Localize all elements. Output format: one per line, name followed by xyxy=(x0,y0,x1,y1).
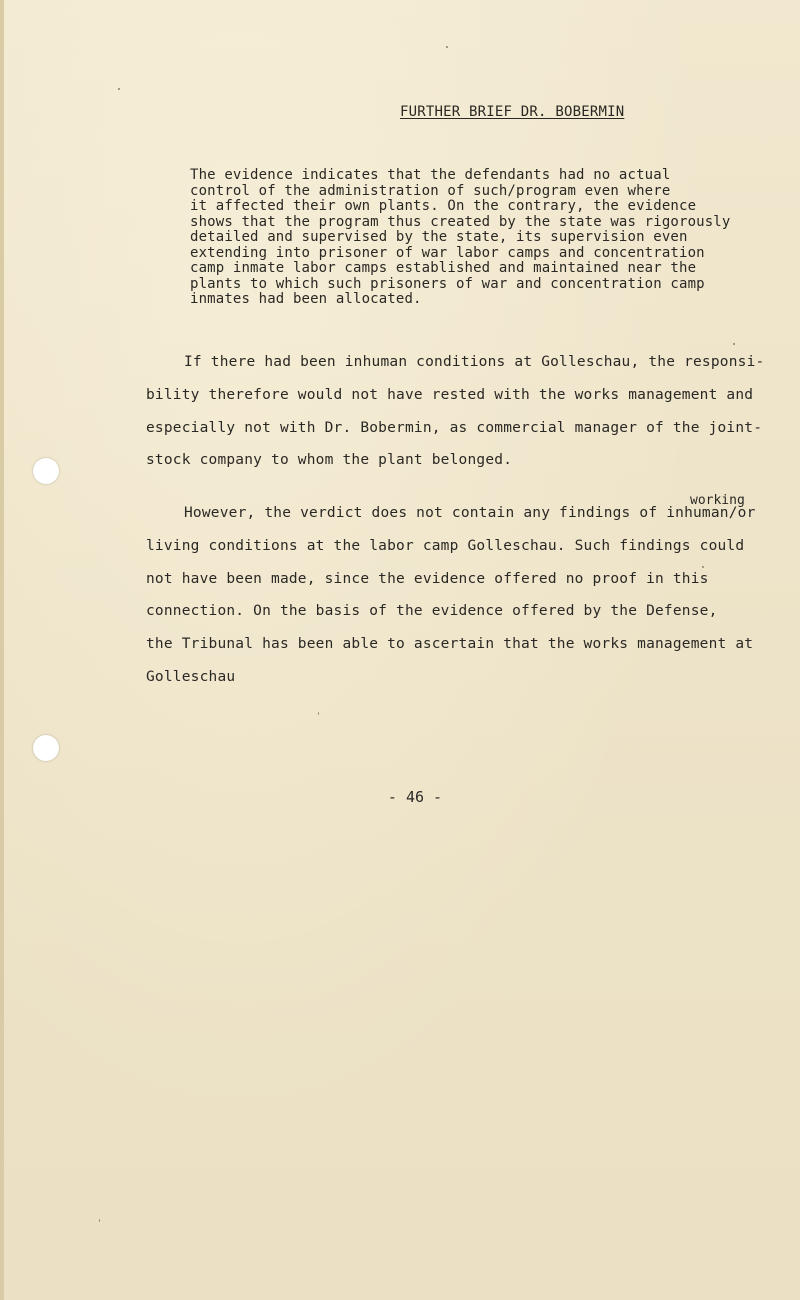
paragraph-line: If there had been inhuman conditions at Golleschau, the responsi- xyxy=(184,354,765,370)
page-header: FURTHER BRIEF DR. BOBERMIN xyxy=(400,104,625,120)
paper-speck xyxy=(99,1219,100,1222)
paragraph-line: living conditions at the labor camp Golleschau. Such findings could xyxy=(146,537,745,554)
quote-line: plants to which such prisoners of war and concentration camp xyxy=(190,275,705,292)
paragraph-line: stock company to whom the plant belonged. xyxy=(146,452,513,469)
paper-speck xyxy=(733,343,735,345)
paragraph-responsibility xyxy=(146,346,765,477)
quote-line: extending into prisoner of war labor camps and concentration xyxy=(190,244,705,261)
paper-speck xyxy=(446,46,448,48)
quote-line: it affected their own plants. On the contrary, the evidence xyxy=(190,198,697,214)
paragraph-line: the Tribunal has been able to ascertain that the works management at xyxy=(146,636,754,653)
paper-speck xyxy=(318,712,319,715)
paper-speck xyxy=(702,566,704,568)
page-number: - 46 - xyxy=(387,788,443,806)
quote-line: camp inmate labor camps established and maintained near the xyxy=(190,260,697,276)
page-left-edge xyxy=(0,0,4,1300)
quote-line: inmates had been allocated. xyxy=(190,291,422,307)
paragraph-line: Golleschau xyxy=(146,668,236,685)
quote-line: The evidence indicates that the defendants had no actual xyxy=(190,167,671,183)
quote-line: control of the administration of such/program even where xyxy=(190,182,671,199)
punch-hole-lower xyxy=(33,735,59,761)
punch-hole-upper xyxy=(33,458,59,484)
paragraph-line: especially not with Dr. Bobermin, as commercial manager of the joint- xyxy=(146,419,763,436)
quote-line: detailed and supervised by the state, its supervision even xyxy=(190,229,688,245)
paragraph-line: not have been made, since the evidence offered no proof in this xyxy=(146,570,709,587)
quoted-passage xyxy=(190,168,735,308)
quote-line: shows that the program thus created by the state was rigorously xyxy=(190,213,731,230)
paragraph-line: However, the verdict does not contain any findings of inhuman/or xyxy=(184,505,756,521)
paragraph-line: bility therefore would not have rested with the works management and xyxy=(146,386,754,403)
handwritten-insertion: working xyxy=(690,493,745,508)
paragraph-verdict xyxy=(146,497,756,694)
paper-speck xyxy=(118,88,120,90)
paragraph-line: connection. On the basis of the evidence offered by the Defense, xyxy=(146,603,718,620)
